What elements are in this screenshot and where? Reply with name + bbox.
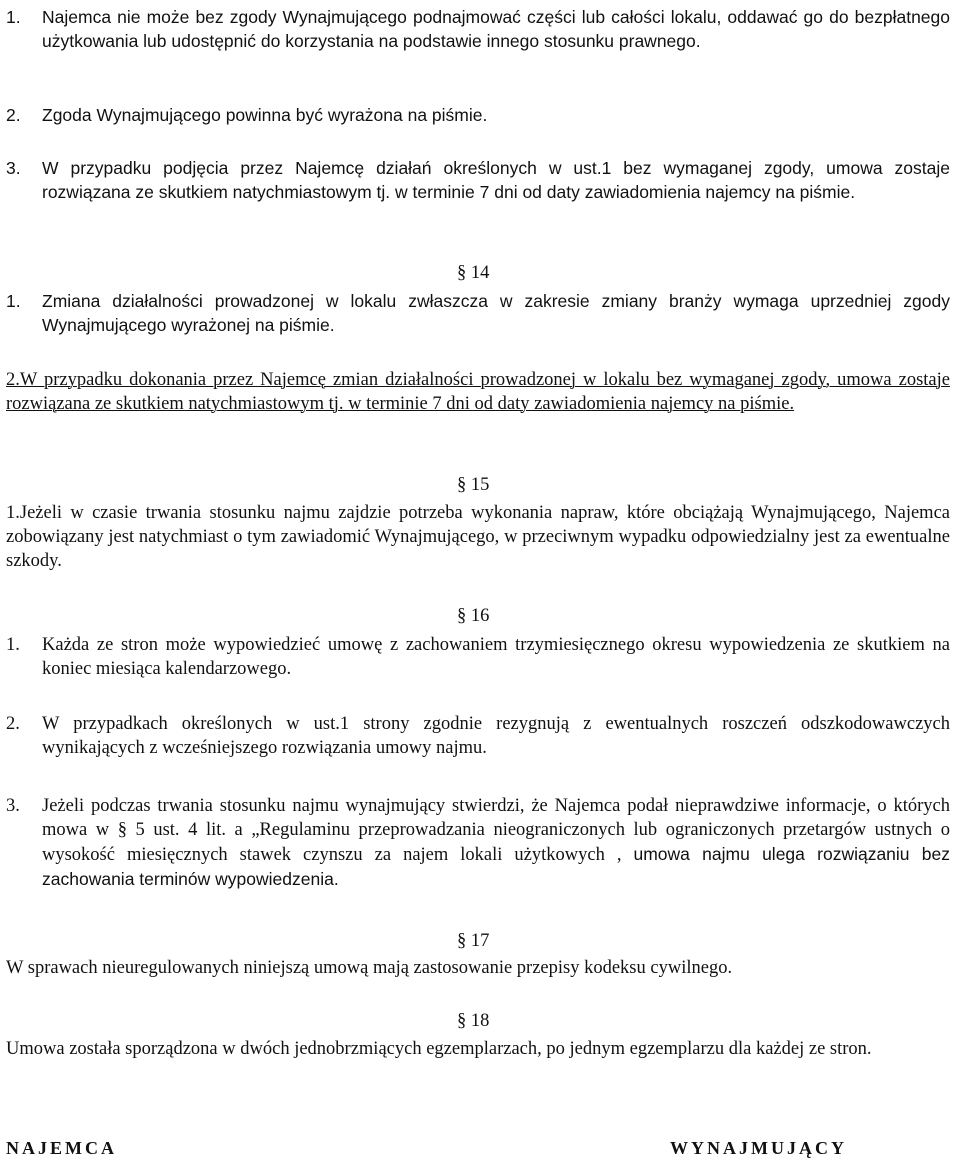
section-heading-15: § 15 [457,475,490,495]
paragraph-18: Umowa została sporządzona w dwóch jednobrzmiących egzemplarzach, po jednym egzemplarzu dla każdej ze stron. [6,1039,872,1059]
paragraph-number: 3. [6,158,21,178]
signature-najemca: NAJEMCA [6,1138,117,1158]
section-heading-18: § 18 [457,1011,490,1031]
paragraph-number: 1. [6,291,21,311]
paragraph-14-1 [6,289,950,337]
paragraph-number: 1. [6,635,20,655]
paragraph-number: 2. [6,714,20,734]
paragraph-16-3 [6,794,950,892]
paragraph-number: 2. [6,105,21,125]
paragraph-number: 1. [6,7,21,27]
paragraph-14-2: 2.W przypadku dokonania przez Najemcę zmian działalności prowadzonej w lokalu bez wymaganej zgody, umowa zostaje rozwiązana ze skutkiem natychmiastowym tj. w terminie 7 dni od daty zawiadomienia najemcy na piśmie. [6,370,950,414]
paragraph-text: W przypadku podjęcia przez Najemcę działań określonych w ust.1 bez wymaganej zgody, umowa zostaje rozwiązana ze skutkiem natychmiastowym tj. w terminie 7 dni od daty zawiadomienia najemcy na piśmie. [42,158,950,202]
paragraph-16-1 [6,633,950,681]
paragraph-number: 3. [6,796,20,816]
paragraph-text-emphasis: umowa najmu ulega rozwiązaniu bez zachowania terminów wypowiedzenia. [42,844,951,889]
section-heading-14: § 14 [457,263,490,283]
paragraph-text: Zmiana działalności prowadzonej w lokalu zwłaszcza w zakresie zmiany branży wymaga uprzedniej zgody Wynajmującego wyrażonej na piśmie. [42,291,950,335]
paragraph-text: Najemca nie może bez zgody Wynajmującego podnajmować części lub całości lokalu, oddawać go do bezpłatnego użytkowania lub udostępnić do korzystania na podstawie innego stosunku prawnego. [42,7,950,51]
section-heading-17: § 17 [457,931,490,951]
section-heading-16: § 16 [457,606,490,626]
paragraph-17: W sprawach nieuregulowanych niniejszą umową mają zastosowanie przepisy kodeksu cywilnego. [6,958,733,978]
paragraph-16-2 [6,712,950,760]
paragraph-text: Każda ze stron może wypowiedzieć umowę z zachowaniem trzymiesięcznego okresu wypowiedzenia ze skutkiem na koniec miesiąca kalendarzowego. [42,635,950,679]
paragraph-15-1: 1.Jeżeli w czasie trwania stosunku najmu zajdzie potrzeba wykonania napraw, które obciążają Wynajmującego, Najemca zobowiązany jest natychmiast o tym zawiadomić Wynajmującego, w przeciwnym wypadku odpowiedzialny jest za ewentualne szkody. [6,503,950,571]
paragraph-text: Zgoda Wynajmującego powinna być wyrażona na piśmie. [42,105,488,125]
paragraph-text: W przypadkach określonych w ust.1 strony zgodnie rezygnują z ewentualnych roszczeń odszkodowawczych wynikających z wcześniejszego rozwiązania umowy najmu. [42,714,950,758]
paragraph-text: Jeżeli podczas trwania stosunku najmu wynajmujący stwierdzi, że Najemca podał nieprawdziwe informacje, o których mowa w § 5 ust. 4 lit. a „Regulaminu przeprowadzania nieograniczonych lub ograniczonych przetargów ustnych o wysokość miesięcznych stawek czynszu za najem lokali użytkowych , [42,796,950,865]
signature-wynajmujacy: WYNAJMUJĄCY [670,1138,847,1158]
paragraph-top-1 [6,5,950,53]
paragraph-top-3 [6,156,950,204]
paragraph-top-2 [6,103,950,127]
